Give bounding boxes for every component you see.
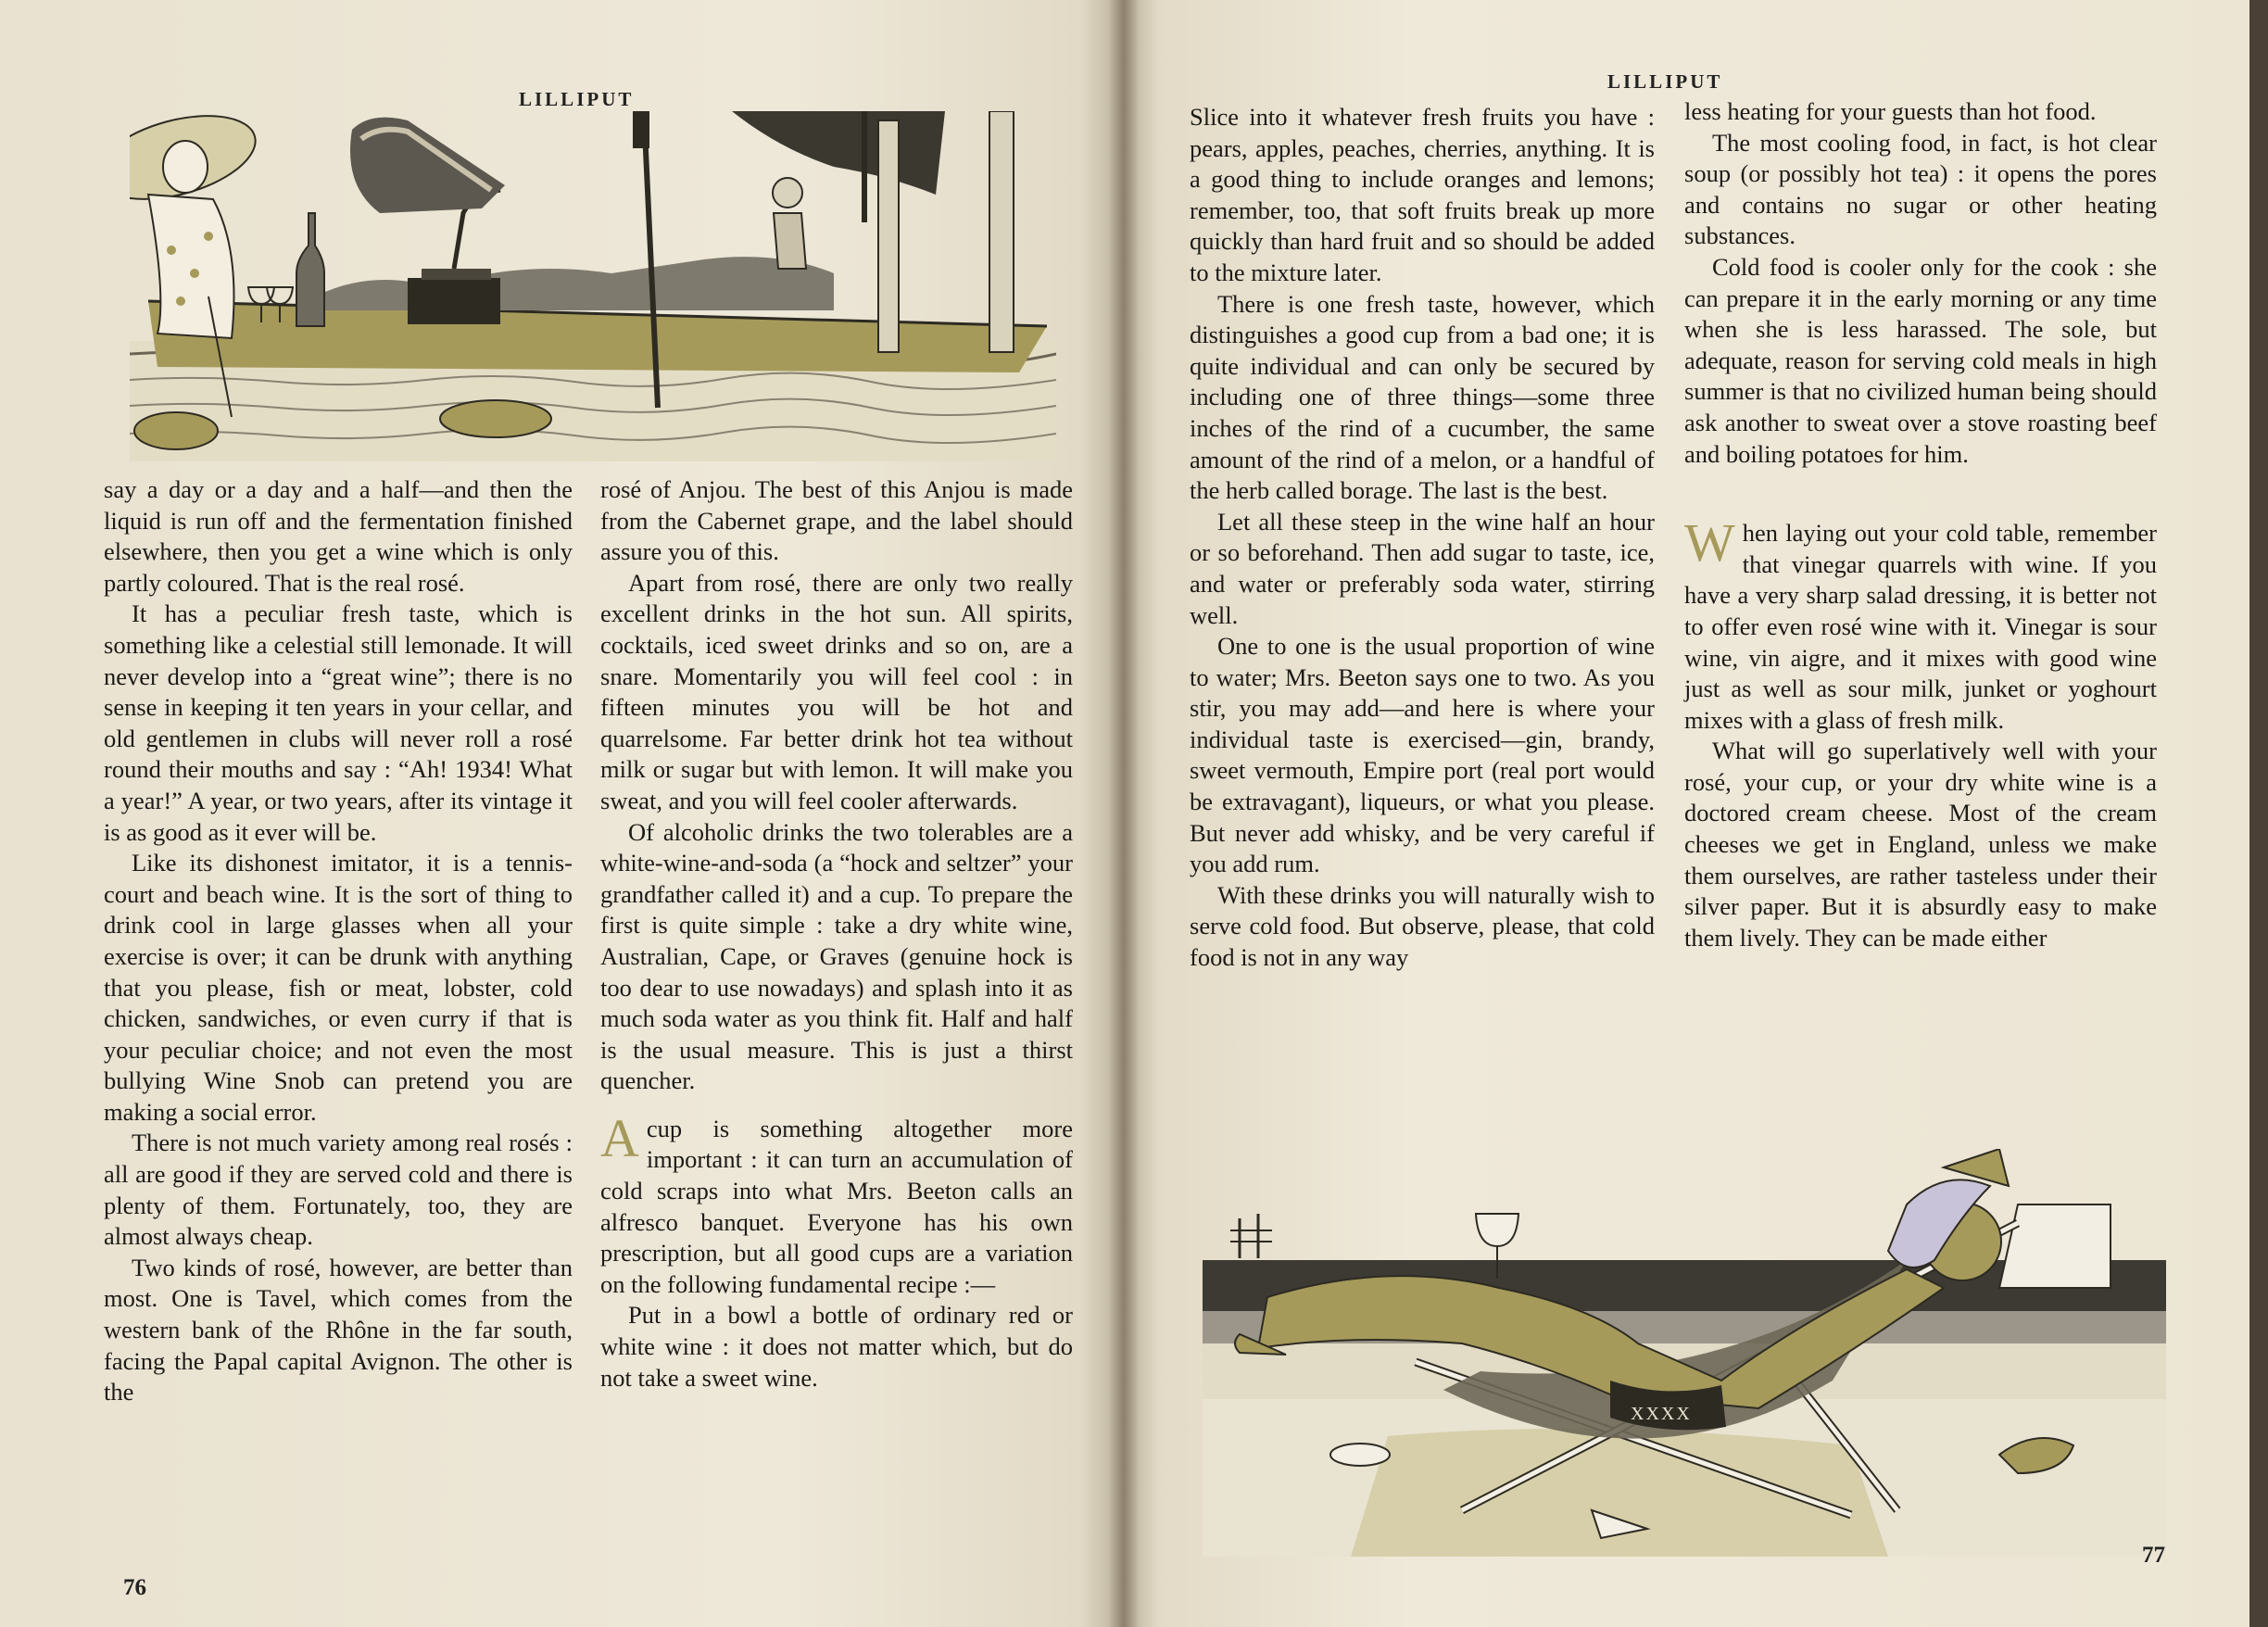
paragraph: say a day or a day and a half—and then the liquid is run off and the fermentation finished elsewhere, then you get a wine which is only partly coloured. That is the real rosé. — [104, 475, 573, 597]
paragraph: With these drinks you will naturally wish to serve cold food. But observe, please, that cold food is not in any way — [1190, 880, 1655, 972]
left-page-column-1 — [104, 474, 573, 1408]
drop-cap-paragraph — [600, 1107, 1073, 1301]
top-illustration-gramophone — [130, 111, 1056, 461]
paragraph: Slice into it whatever fresh fruits you have : pears, apples, peaches, cherries, anything. It is a good thing to include oranges and lemons; remember, too, that soft fruits break up more quickly than hard fruit and so should be added to the mixture later. — [1190, 103, 1655, 286]
paragraph: Two kinds of rosé, however, are better than most. One is Tavel, which comes from the western bank of the Rhône in the far south, facing the Papal capital Avignon. The other is the — [104, 1253, 573, 1406]
paragraph: Cold food is cooler only for the cook : she can prepare it in the early morning or any time when she is less harassed. The sole, but adequate, reason for serving cold meals in high summer is that no civilized human being should ask another to sweat over a stove roasting beef and boiling potatoes for him. — [1684, 252, 2157, 468]
paragraph: What will go superlatively well with your rosé, your cup, or your dry white wine is a doctored cream cheese. Most of the cream cheeses we get in England, unless we make them ourselves, are rather tasteless under their silver paper. But it is absurdly easy to make them lively. They can be made either — [1684, 737, 2157, 952]
paragraph: Put in a bowl a bottle of ordinary red or white wine : it does not matter which, but do not take a sweet wine. — [600, 1301, 1073, 1392]
drop-cap-letter: A — [600, 1107, 639, 1168]
paragraph: Let all these steep in the wine half an hour or so beforehand. Then add sugar to taste, ice, and water or preferably soda water, stirring well. — [1190, 507, 1655, 629]
drop-cap-paragraph — [1684, 512, 2157, 736]
shorts-text: XXXX — [1631, 1404, 1692, 1424]
page-number-left: 76 — [123, 1575, 146, 1600]
paragraph: Like its dishonest imitator, it is a tennis-court and beach wine. It is the sort of thing to drink cool in large glasses when all your exercise is over; it can be drunk with anything that you please, fish or meat, lobster, cold chicken, sandwiches, or even curry if that is your peculiar choice; and not even the most bullying Wine Snob can pretend you are making a social error. — [104, 849, 573, 1126]
paragraph: One to one is the usual proportion of wine to water; Mrs. Beeton says one to two. As you stir, you may add—and here is where your individual taste is exercised—gin, brandy, sweet vermouth, Empire port (real port would be extravagant), liqueurs, or what you please. But never add whisky, and be very careful if you add rum. — [1190, 632, 1655, 878]
running-head-right: LILLIPUT — [1607, 70, 1723, 93]
paragraph: It has a peculiar fresh taste, which is something like a celestial still lemonade. It will never develop into a “great wine”; there is no sense in keeping it ten years in your cellar, and old gentlemen in clubs will never roll a rosé round their mouths and say : “Ah! 1934! What a year!” A year, or two years, after its vintage it is as good as it ever will be. — [104, 599, 573, 846]
running-head-left: LILLIPUT — [519, 88, 635, 110]
page-number-right: 77 — [2142, 1543, 2165, 1568]
right-page-column-2 — [1684, 96, 2157, 953]
bottom-illustration-deckchair — [1203, 1149, 2166, 1557]
paragraph: Apart from rosé, there are only two really excellent drinks in the hot sun. All spirits, cocktails, iced sweet drinks and so on, are a snare. Momentarily you will feel cool : in fifteen minutes you will be hot and quarrelsome. Far better drink hot tea without milk or sugar but with lemon. It will make you sweat, and you will feel cooler afterwards. — [600, 568, 1073, 814]
drop-cap-letter: W — [1684, 512, 1735, 574]
left-page-column-2 — [600, 474, 1073, 1394]
paragraph: There is one fresh taste, however, which distinguishes a good cup from a bad one; it is quite individual and can only be secured by including one of three things—some three inches of the rind of a cucumber, the same amount of the rind of a melon, or a handful of the herb called borage. The last is the best. — [1190, 289, 1655, 505]
page-edge — [2249, 0, 2268, 1627]
right-page-column-1 — [1190, 102, 1655, 974]
paragraph: less heating for your guests than hot food. — [1684, 97, 2097, 125]
paragraph-text: cup is something altogether more important : it can turn an accumulation of cold scraps into what Mrs. Beeton calls an alfresco banquet. Everyone has his own prescription, but all good cups are a variation on the following fundamental recipe :— — [600, 1114, 1073, 1298]
paragraph: The most cooling food, in fact, is hot clear soup (or possibly hot tea) : it opens the pores and contains no sugar or other heating substances. — [1684, 128, 2157, 250]
paragraph: Of alcoholic drinks the two tolerables are a white-wine-and-soda (a “hock and seltzer” your grandfather called it) and a cup. To prepare the first is quite simple : take a dry white wine, Australian, Cape, or Graves (genuine hock is too dear to use nowadays) and splash into it as much soda water as you think fit. Half and half is the usual measure. This is just a thirst quencher. — [600, 817, 1073, 1095]
paragraph: rosé of Anjou. The best of this Anjou is made from the Cabernet grape, and the label should assure you of this. — [600, 475, 1073, 566]
paragraph-text: hen laying out your cold table, remember that vinegar quarrels with wine. If you have a very sharp salad dressing, it is better not to offer even rosé wine with it. Vinegar is sour wine, vin aigre, and it mixes with good wine just as well as sour milk, junket or yoghourt mixes with a glass of fresh milk. — [1684, 519, 2157, 734]
book-gutter — [1108, 0, 1140, 1627]
paragraph: There is not much variety among real rosés : all are good if they are served cold and there is plenty of them. Fortunately, too, they are almost always cheap. — [104, 1129, 573, 1251]
